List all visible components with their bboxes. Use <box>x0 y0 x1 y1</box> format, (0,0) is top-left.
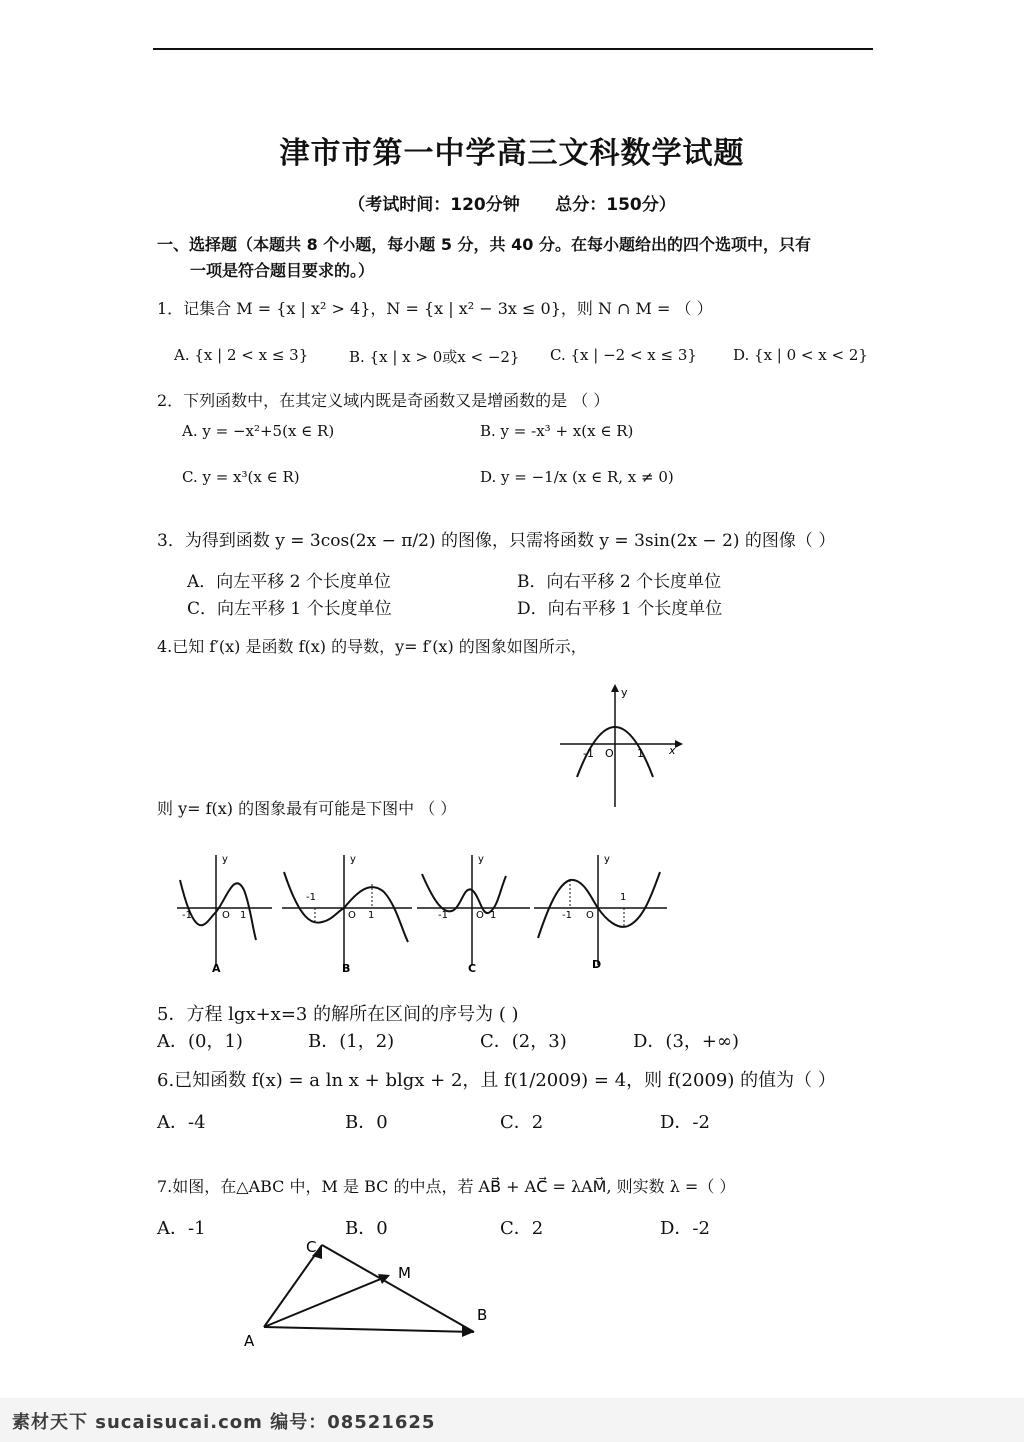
q5-option-d: D．(3，+∞) <box>633 1031 740 1052</box>
q7-option-c: C．2 <box>500 1218 544 1239</box>
section-heading-line1: 一、选择题（本题共 8 个小题，每小题 5 分，共 40 分。在每小题给出的四个选项中，只有 <box>157 235 811 254</box>
top-rule <box>153 48 873 50</box>
q1-option-c: C. {x | −2 < x ≤ 3} <box>550 346 697 364</box>
graph-b-neg1: -1 <box>306 892 316 903</box>
q5-option-c: C．(2，3) <box>480 1031 567 1052</box>
choice-graphs <box>172 850 672 975</box>
q3-option-c: C．向左平移 1 个长度单位 <box>187 599 392 619</box>
page-title: 津市市第一中学高三文科数学试题 <box>279 136 745 171</box>
graph-c-one: 1 <box>490 910 497 921</box>
graph-d-one: 1 <box>620 892 627 903</box>
graph-b <box>282 854 412 975</box>
graph-c-neg1: -1 <box>438 910 448 921</box>
q5-option-b: B．(1，2) <box>308 1031 395 1052</box>
q2-stem: 2．下列函数中，在其定义域内既是奇函数又是增函数的是 （ ） <box>157 391 610 410</box>
derivative-graph <box>555 682 685 812</box>
graph-d-label: D <box>592 958 602 971</box>
graph-a <box>177 854 272 975</box>
q7-option-b: B．0 <box>345 1218 388 1239</box>
q7-stem: 7.如图，在△ABC 中，M 是 BC 的中点，若 AB⃗ + AC⃗ = λAM⃗, 则实数 λ =（ ） <box>157 1177 736 1196</box>
graph-b-one: 1 <box>368 910 375 921</box>
midpoint-m: M <box>398 1264 411 1282</box>
vertex-c: C <box>306 1238 317 1256</box>
q4-stem2: 则 y= f(x) 的图象最有可能是下图中 （ ） <box>157 799 457 818</box>
graph-c-origin: O <box>476 910 484 921</box>
q6-option-d: D．-2 <box>660 1112 710 1133</box>
vertex-a: A <box>244 1332 255 1350</box>
graph-d-origin: O <box>586 910 594 921</box>
q4-stem: 4.已知 f′(x) 是函数 f(x) 的导数，y= f′(x) 的图象如图所示， <box>157 637 587 656</box>
q2-option-c: C. y = x³(x ∈ R) <box>182 468 300 486</box>
q2-option-a: A. y = −x²+5(x ∈ R) <box>182 422 335 440</box>
graph-a-neg1: -1 <box>182 910 192 921</box>
graph-a-y: y <box>222 854 228 865</box>
graph-d <box>534 854 667 971</box>
vertex-b: B <box>477 1306 488 1324</box>
q7-option-a: A．-1 <box>157 1218 206 1239</box>
q6-stem: 6.已知函数 f(x) = a ln x + blgx + 2，且 f(1/2009) = 4，则 f(2009) 的值为（ ） <box>157 1070 836 1091</box>
q2-option-d: D. y = −1/x (x ∈ R, x ≠ 0) <box>480 468 674 486</box>
derivative-y-label: y <box>621 686 628 699</box>
q3-option-d: D．向右平移 1 个长度单位 <box>517 599 723 619</box>
q1-stem: 1．记集合 M = {x | x² > 4}，N = {x | x² − 3x ≤ 0}，则 N ∩ M = （ ） <box>157 299 713 318</box>
graph-b-origin: O <box>348 910 356 921</box>
graph-b-label: B <box>342 962 351 975</box>
graph-c-y: y <box>478 854 484 865</box>
q3-option-a: A．向左平移 2 个长度单位 <box>187 572 391 592</box>
graph-a-label: A <box>212 962 221 975</box>
q3-stem: 3．为得到函数 y = 3cos(2x − π/2) 的图像，只需将函数 y = 3sin(2x − 2) 的图像（ ） <box>157 531 836 551</box>
graph-a-one: 1 <box>240 910 247 921</box>
q6-option-a: A．-4 <box>157 1112 206 1133</box>
q1-option-a: A. {x | 2 < x ≤ 3} <box>174 346 309 364</box>
derivative-neg1-label: -1 <box>583 747 594 760</box>
graph-c <box>417 854 530 975</box>
q5-stem: 5．方程 lgx+x=3 的解所在区间的序号为 ( ) <box>157 1004 519 1025</box>
q1-option-d: D. {x | 0 < x < 2} <box>733 346 868 364</box>
derivative-x-label: x <box>669 744 676 757</box>
derivative-origin-label: O <box>605 747 614 760</box>
q7-option-d: D．-2 <box>660 1218 710 1239</box>
graph-d-y: y <box>604 854 610 865</box>
graph-d-neg1: -1 <box>562 910 572 921</box>
q1-option-b: B. {x | x > 0或x < −2} <box>349 348 520 366</box>
q3-option-b: B．向右平移 2 个长度单位 <box>517 572 722 592</box>
graph-a-origin: O <box>222 910 230 921</box>
graph-c-label: C <box>468 962 477 975</box>
q6-option-b: B．0 <box>345 1112 388 1133</box>
q5-option-a: A．(0，1) <box>157 1031 243 1052</box>
q2-option-b: B. y = -x³ + x(x ∈ R) <box>480 422 634 440</box>
section-heading-line2: 一项是符合题目要求的。） <box>190 261 375 280</box>
graph-b-y: y <box>350 854 356 865</box>
q6-option-c: C．2 <box>500 1112 544 1133</box>
exam-info: （考试时间：120分钟 总分：150分） <box>348 195 676 215</box>
triangle-figure <box>230 1230 510 1355</box>
watermark-text: 素材天下 sucaisucai.com 编号：08521625 <box>12 1412 436 1433</box>
derivative-one-label: 1 <box>637 747 644 760</box>
